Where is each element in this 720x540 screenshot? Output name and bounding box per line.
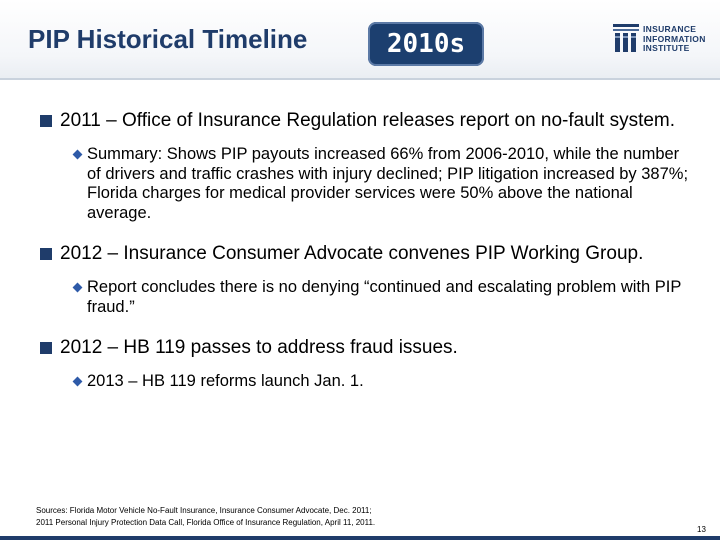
bullet-text: 2012 – HB 119 passes to address fraud issues. bbox=[60, 337, 458, 358]
iii-logo bbox=[613, 22, 718, 58]
footer-bar bbox=[0, 536, 720, 540]
sub-bullet-text: Report concludes there is no denying “continued and escalating problem with PIP fraud.” bbox=[87, 278, 682, 316]
sources-line-1: Sources: Florida Motor Vehicle No-Fault Insurance, Insurance Consumer Advocate, Dec. 2011; bbox=[36, 506, 372, 515]
square-bullet-icon bbox=[40, 342, 52, 354]
bullet-text: 2011 – Office of Insurance Regulation releases report on no-fault system. bbox=[60, 110, 676, 131]
sub-bullet-item bbox=[74, 372, 690, 392]
bullet-item bbox=[40, 243, 690, 265]
sub-bullet-text: Summary: Shows PIP payouts increased 66% from 2006-2010, while the number of drivers and traffic crashes with injury declined; PIP litigation increased by 387%; Florida charges for medical provider services were 50% above the national average. bbox=[87, 145, 689, 222]
logo-line-2: INFORMATION bbox=[643, 33, 706, 44]
diamond-bullet-icon bbox=[73, 377, 83, 387]
slide-content bbox=[40, 110, 690, 392]
slide-title: PIP Historical Timeline bbox=[28, 24, 308, 54]
page-number: 13 bbox=[697, 525, 706, 534]
square-bullet-icon bbox=[40, 248, 52, 260]
logo-line-3: INSTITUTE bbox=[643, 43, 690, 53]
diamond-bullet-icon bbox=[73, 150, 83, 160]
sub-bullet-text: 2013 – HB 119 reforms launch Jan. 1. bbox=[87, 372, 364, 390]
bullet-item bbox=[40, 337, 690, 359]
iii-logo-icon bbox=[613, 24, 639, 52]
logo-line-1: INSURANCE bbox=[643, 24, 697, 34]
square-bullet-icon bbox=[40, 115, 52, 127]
sub-bullet-item bbox=[74, 278, 690, 317]
header-divider bbox=[0, 78, 720, 80]
sources-line-2: 2011 Personal Injury Protection Data Call, Florida Office of Insurance Regulation, April 11, 2011. bbox=[36, 518, 376, 527]
bullet-text: 2012 – Insurance Consumer Advocate convenes PIP Working Group. bbox=[60, 243, 644, 264]
logo-text bbox=[643, 25, 706, 54]
sub-bullet-item bbox=[74, 145, 690, 223]
diamond-bullet-icon bbox=[73, 283, 83, 293]
decade-badge: 2010s bbox=[368, 22, 484, 66]
bullet-item bbox=[40, 110, 690, 132]
sources-note bbox=[36, 505, 375, 529]
